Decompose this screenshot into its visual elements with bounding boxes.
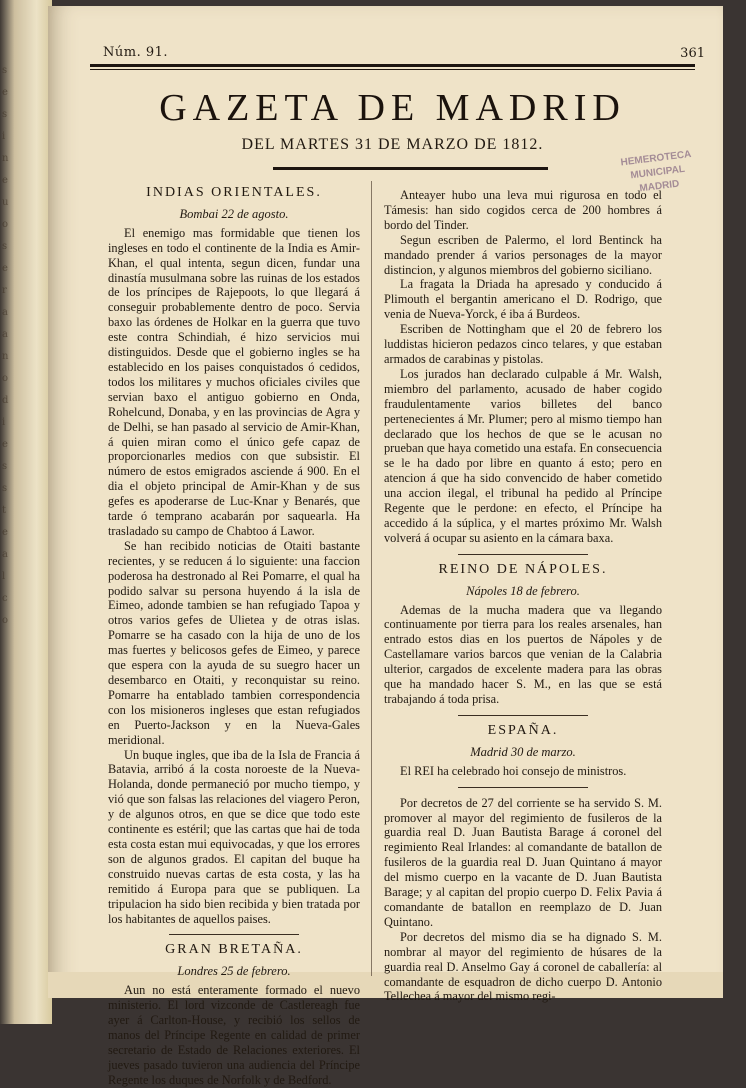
newspaper-page	[48, 6, 723, 1087]
article-paragraph: Por decretos del mismo dia se ha dignado S. M. nombrar al mayor del regimiento de húsares de la guardia real D. Anselmo Gay á coronel de caballería: al comandante de esquadron de dicho cuerpo D. Antonio Tellechea á mayor del mismo regi-	[384, 929, 662, 1004]
article-paragraph: Segun escriben de Palermo, el lord Bentinck ha mandado prender á varios personages de la mayor distincion, y algunos miembros del gobierno siciliano.	[384, 232, 662, 277]
issue-number: Núm. 91.	[103, 45, 169, 60]
section-title: REINO DE NÁPOLES.	[438, 561, 608, 577]
left-column	[108, 186, 360, 1088]
stamp-line-3: MADRID	[638, 178, 680, 195]
article-paragraph: La fragata la Driada ha apresado y conducido á Plimouth el bergantin americano el D. Rodrigo, que venia de Nueva-Yorck, é iba á Burdeos.	[384, 277, 662, 322]
news-dateline: Bombai 22 de agosto.	[179, 206, 289, 221]
article-paragraph: Por decretos de 27 del corriente se ha servido S. M. promover al mayor del regimiento de fusileros de la guardia real D. Juan Bautista Barage á coronel del regimiento Real Irlandes: al comandante de batallon de fusileros de la guardia real D. Juan Quintano á mayor del mismo cuerpo en la vacante de D. Juan Bautista Barage; y al capitan del propio cuerpo D. Felix Pavia á comandante de batallon en reemplazo de D. Juan Quintano.	[384, 795, 662, 929]
page-number: 361	[680, 46, 705, 61]
news-dateline: Nápoles 18 de febrero.	[466, 583, 580, 598]
article-paragraph: Un buque ingles, que iba de la Isla de Francia á Batavia, arribó á la costa noroeste de la Nueva-Holanda, donde permaneció por mucho tiempo, y vió que son falsas las relaciones del viagero Peron, y de algunos otros, en que se dice que todo este continente es estéril; que las cartas que hai de toda esta costa estan mui equivocadas, y que los errores son de algunos grados. El capitan del buque ha construido nuevas cartas de esta costa, y las ha remitido á Europa para que se publiquen. La tripulacion ha sido bien recibida y bien tratada por los habitantes de aquellos paises.	[108, 747, 360, 926]
right-column	[384, 188, 662, 1004]
article-paragraph: Aun no está enteramente formado el nuevo ministerio. El lord vizconde de Castlereagh fue ayer á Carlton-House, y recibió los sellos de manos del Príncipe Regente en calidad de primer secretario de Estado de Relaciones exteriores. El jueves pasado tuvieron una audiencia del Príncipe Regente los duques de Norfolk y de Bedford.	[108, 983, 360, 1087]
section-rule	[169, 934, 299, 935]
stamp-line-2: MUNICIPAL	[629, 163, 686, 182]
article-paragraph: Ademas de la mucha madera que va llegando continuamente por tierra para los reales arsenales, han entrado estos dias en los puertos de Nápoles y de Castellamare varios barcos que venian de la Calabria ulterior, cargados de excelente madera para las obras que ha mandado hacer S. M., en las que se está trabajando á toda prisa.	[384, 602, 662, 706]
article-paragraph: El REI ha celebrado hoi consejo de ministros.	[400, 763, 627, 778]
stamp-line-1: HEMEROTECA	[620, 148, 692, 169]
article-paragraph: Escriben de Nottingham que el 20 de febrero los luddistas hicieron pedazos cinco telares, y que estaban armados de carabinas y pistolas.	[384, 322, 662, 366]
article-paragraph: Los jurados han declarado culpable á Mr. Walsh, miembro del parlamento, acusado de haber cogido fraudulentamente varios billetes del banco pertenecientes á Mr. Plumer; pero al mismo tiempo han declarado que los hechos de que se le acusan no prueban que haya cometido una estafa. En consecuencia se le ha dado por libre en quanto á esto; pero en atencion á que ha sido convencido de haber cometido una accion ilegal, el tribunal ha pedido al Príncipe Regente que le perdone: en efecto, el Príncipe ha accedido á la súplica, y el martes próximo Mr. Walsh volverá á ocupar su asiento en la cámara baxa.	[384, 366, 662, 545]
article-paragraph: Anteayer hubo una leva mui rigurosa en todo el Támesis: han sido cogidos cerca de 200 hombres á bordo del Tinder.	[384, 188, 662, 232]
section-rule	[458, 787, 588, 788]
section-title: ESPAÑA.	[487, 722, 559, 738]
news-dateline: Londres 25 de febrero.	[177, 964, 291, 979]
dateline-rule	[273, 167, 548, 170]
article-paragraph: El enemigo mas formidable que tienen los ingleses en todo el continente de la India es Amir-Khan, el qual intenta, segun dicen, fundar una dinastía musulmana sobre las ruinas de los estados de los príncipes de Rajepoots, lo que llegará á conseguir probablemente dentro de poco. Servia baxo las órdenes de Holkar en la guerra que tuvo este contra Schindiah, é hizo servicios mui distinguidos. Desde que el gobierno ingles se ha establecido en los paises conquistados ó cedidos, todos los militares y muchos oficiales civiles que servian baxo el antiguo gobierno en Onda, Rohelcund, Donaba, y en las provincias de Agra y de Delhi, se han pasado al servicio de Amir-Khan, á quien miran como el único gefe capaz de proporcionarles medios con que subsistir. El número de estos emigrados asciende á 900. En el dia el objeto principal de Amir-Khan y de sus gefes es apoderarse de Luc-Knar y Benarés, que tarde ó temprano acabarán por saquearla. Ha trasladado su campo de Chabtoo á Lawor.	[108, 225, 360, 538]
issue-dateline: DEL MARTES 31 DE MARZO DE 1812.	[241, 136, 544, 153]
column-divider	[371, 181, 372, 976]
section-title: GRAN BRETAÑA.	[165, 942, 303, 958]
book-binding	[0, 0, 52, 1024]
article-paragraph: Se han recibido noticias de Otaiti bastante recientes, y se reducen á lo siguiente: una faccion poderosa ha destronado al Rei Pomarre, el qual ha podido salvar su persona huyendo á la isla de Eimeo, adonde tambien se han refugiado Tapoa y otros varios gefes de Ulietea y de otras islas. Pomarre se ha casado con la hija de uno de los mas fuertes y belicosos gefes de Eimeo, y parece que espera con la ayuda de su suegro hacer un desembarco en Otaiti, y reconquistar su reino. Pomarre ha entablado tambien correspondencia con los misioneros ingleses que estan refugiados en Puerto-Jackson y en la Nueva-Gales meridional.	[108, 538, 360, 747]
header-rule	[90, 64, 695, 70]
adjacent-page-edge: s e s i n e u o s e r a a n o d i e s s t e a l c o	[2, 65, 9, 626]
news-dateline: Madrid 30 de marzo.	[470, 744, 576, 759]
section-rule	[458, 715, 588, 716]
section-title: INDIAS ORIENTALES.	[146, 185, 322, 200]
section-rule	[458, 554, 588, 555]
masthead-title: GAZETA DE MADRID	[159, 87, 626, 129]
